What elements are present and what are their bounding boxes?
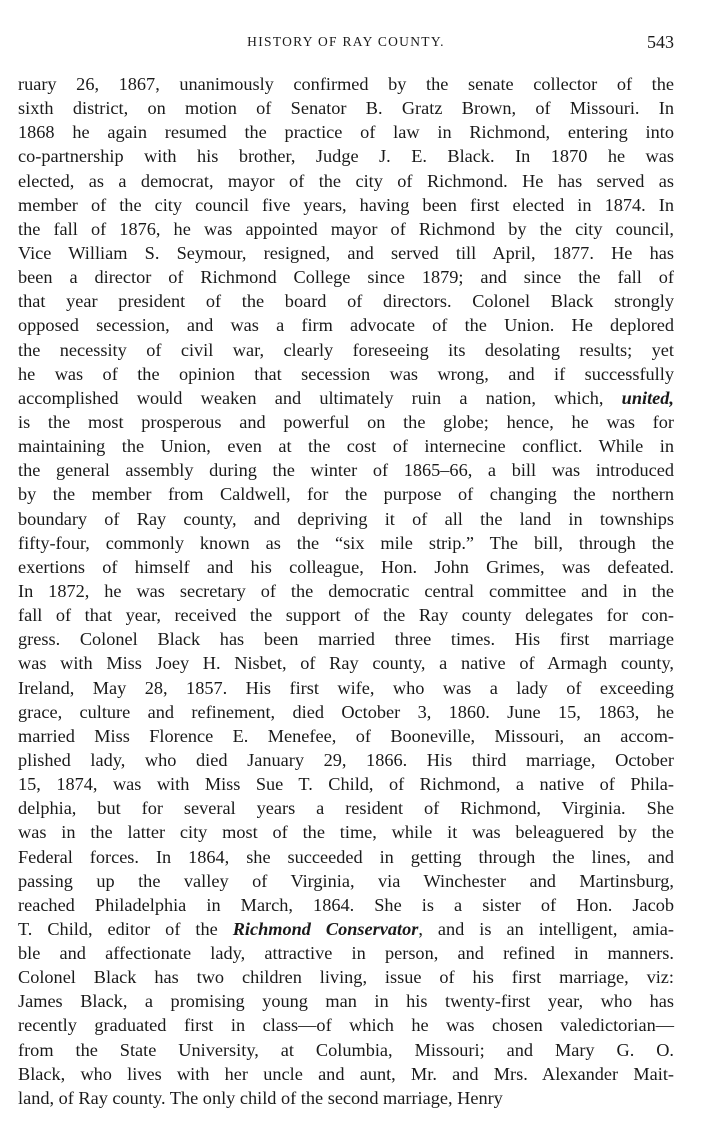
text-line: Black, who lives with her uncle and aunt, Mr. and Mrs. Alexander Mait-: [18, 1063, 674, 1084]
text-line: 15, 1874, was with Miss Sue T. Child, of Richmond, a native of Phila-: [18, 774, 674, 795]
text-line: [18, 386, 674, 410]
text-line: Federal forces. In 1864, she succeeded in getting through the lines, and: [18, 846, 674, 867]
text-line: Vice William S. Seymour, resigned, and served till April, 1877. He has: [18, 242, 674, 263]
text-line: ble and affectionate lady, attractive in person, and refined in manners.: [18, 943, 674, 964]
text-line: maintaining the Union, even at the cost of internecine conflict. While in: [18, 436, 674, 457]
text-line: 1868 he again resumed the practice of law in Richmond, entering into: [18, 122, 674, 143]
text-line: land, of Ray county. The only child of the second marriage, Henry: [18, 1087, 503, 1108]
text-line: that year president of the board of directors. Colonel Black strongly: [18, 291, 674, 312]
running-head: HISTORY OF RAY COUNTY.: [247, 34, 445, 49]
text-line: co-partnership with his brother, Judge J. E. Black. In 1870 he was: [18, 146, 674, 167]
text-line: grace, culture and refinement, died October 3, 1860. June 15, 1863, he: [18, 701, 674, 722]
text-line: sixth district, on motion of Senator B. Gratz Brown, of Missouri. In: [18, 98, 674, 119]
text-line: James Black, a promising young man in his twenty-first year, who has: [18, 991, 674, 1012]
text-line: member of the city council five years, having been first elected in 1874. In: [18, 194, 674, 215]
text-segment: accomplished would weaken and ultimately ruin a nation, which,: [18, 387, 622, 408]
text-line: is the most prosperous and powerful on the globe; hence, he was for: [18, 411, 674, 432]
text-line: exertions of himself and his colleague, Hon. John Grimes, was defeated.: [18, 556, 674, 577]
text-line: delphia, but for several years a resident of Richmond, Virginia. She: [18, 798, 674, 819]
text-line: gress. Colonel Black has been married three times. His first marriage: [18, 629, 674, 650]
text-line: In 1872, he was secretary of the democratic central committee and in the: [18, 580, 674, 601]
text-segment: , and is an intelligent, amia-: [418, 918, 675, 939]
page-header: [18, 34, 674, 56]
text-line: was with Miss Joey H. Nisbet, of Ray county, a native of Armagh county,: [18, 653, 674, 674]
text-line: recently graduated first in class—of which he was chosen valedictorian—: [18, 1015, 674, 1036]
text-line: been a director of Richmond College since 1879; and since the fall of: [18, 267, 674, 288]
text-line: Ireland, May 28, 1857. His first wife, who was a lady of exceeding: [18, 677, 674, 698]
text-line: reached Philadelphia in March, 1864. She is a sister of Hon. Jacob: [18, 894, 674, 915]
text-line: the general assembly during the winter of 1865–66, a bill was introduced: [18, 460, 674, 481]
body-text: [18, 72, 674, 1110]
text-line: Colonel Black has two children living, issue of his first marriage, viz:: [18, 967, 674, 988]
text-segment: T. Child, editor of the: [18, 918, 233, 939]
text-line: opposed secession, and was a firm advocate of the Union. He deplored: [18, 315, 674, 336]
italic-text: united,: [621, 387, 674, 408]
page-number: 543: [647, 32, 674, 52]
italic-text: Richmond Conservator: [232, 918, 419, 939]
text-line: fall of that year, received the support of the Ray county delegates for con-: [18, 605, 674, 626]
text-line: was in the latter city most of the time, while it was beleaguered by the: [18, 822, 674, 843]
text-line: married Miss Florence E. Menefee, of Booneville, Missouri, an accom-: [18, 725, 674, 746]
text-line: plished lady, who died January 29, 1866. His third marriage, October: [18, 749, 674, 770]
text-line: elected, as a democrat, mayor of the city of Richmond. He has served as: [18, 170, 674, 191]
text-line: the necessity of civil war, clearly foreseeing its desolating results; yet: [18, 339, 674, 360]
text-line: by the member from Caldwell, for the purpose of changing the northern: [18, 484, 674, 505]
text-line: ruary 26, 1867, unanimously confirmed by the senate collector of the: [18, 74, 674, 94]
text-line: from the State University, at Columbia, Missouri; and Mary G. O.: [18, 1039, 674, 1060]
text-line: [18, 917, 674, 941]
text-line: the fall of 1876, he was appointed mayor of Richmond by the city council,: [18, 218, 674, 239]
text-line: passing up the valley of Virginia, via Winchester and Martinsburg,: [18, 870, 674, 891]
text-line: fifty-four, commonly known as the “six mile strip.” The bill, through the: [18, 532, 674, 553]
text-line: boundary of Ray county, and depriving it of all the land in townships: [18, 508, 674, 529]
text-line: he was of the opinion that secession was wrong, and if successfully: [18, 363, 674, 384]
